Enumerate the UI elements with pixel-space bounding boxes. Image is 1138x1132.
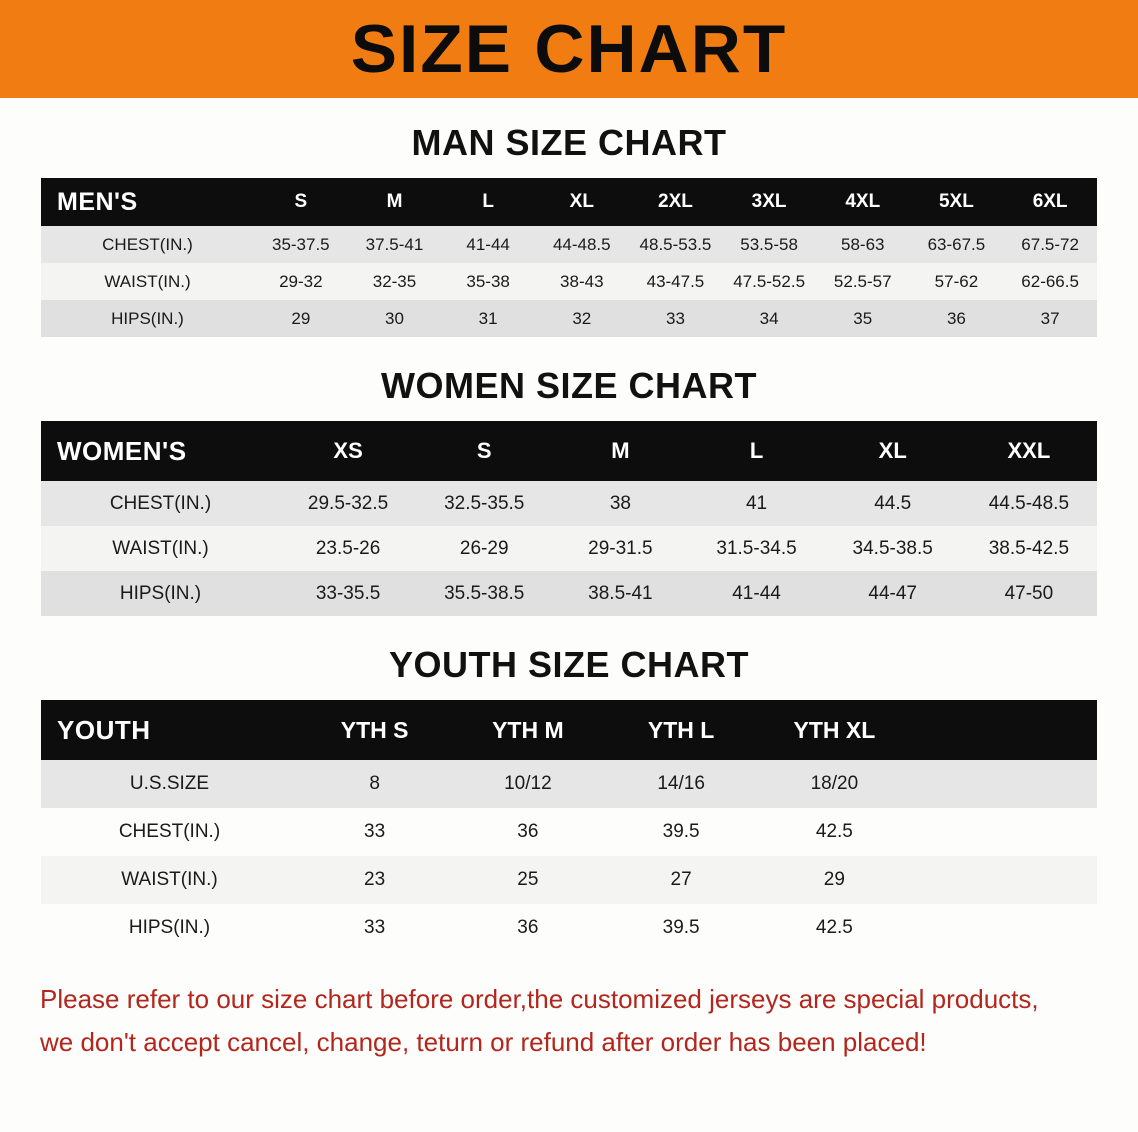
youth-table-head [41,700,1097,760]
man-col-8: 6XL [1003,178,1097,226]
women-size-table-wrap [41,421,1097,616]
youth-col-2: YTH L [605,700,758,760]
disclaimer-line-1: Please refer to our size chart before order,the customized jerseys are special products, [40,984,1039,1014]
youth-cell-1-spacer [911,808,1097,856]
man-cell-1-4: 43-47.5 [646,271,705,291]
man-col-3: XL [535,178,629,226]
youth-corner-label: YOUTH [41,700,298,760]
table-row [41,856,1097,904]
youth-cell-0-3: 18/20 [810,773,859,794]
women-cell-2-5: 47-50 [1004,582,1054,604]
table-row [41,263,1097,300]
women-col-1: S [416,421,552,481]
man-row-label-0: CHEST(IN.) [102,234,193,254]
man-cell-2-4: 33 [665,308,685,328]
women-cell-2-2: 38.5-41 [588,582,653,604]
women-cell-0-2: 38 [609,492,631,514]
table-row [41,808,1097,856]
man-cell-2-0: 29 [291,308,311,328]
man-cell-1-1: 32-35 [372,271,417,291]
women-col-2: M [552,421,688,481]
youth-col-spacer [911,700,1097,760]
women-cell-1-1: 26-29 [459,537,509,559]
man-cell-1-0: 29-32 [279,271,323,291]
women-cell-0-1: 32.5-35.5 [444,492,525,514]
youth-cell-1-2: 39.5 [662,821,700,842]
youth-cell-0-0: 8 [369,773,380,794]
women-cell-1-0: 23.5-26 [315,537,381,559]
youth-col-3: YTH XL [758,700,911,760]
youth-cell-0-2: 14/16 [657,773,705,794]
youth-cell-2-2: 27 [670,869,692,890]
man-cell-1-5: 47.5-52.5 [733,271,806,291]
table-row [41,300,1097,337]
man-cell-0-3: 44-48.5 [552,234,611,254]
youth-cell-0-spacer [911,760,1097,808]
man-cell-1-7: 57-62 [934,271,979,291]
youth-cell-2-spacer [911,856,1097,904]
youth-cell-2-0: 23 [364,869,386,890]
page-banner [0,0,1138,98]
disclaimer-note [40,978,1098,1064]
man-cell-2-3: 32 [572,308,592,328]
youth-col-0: YTH S [298,700,451,760]
youth-cell-2-3: 29 [823,869,845,890]
man-corner-label: MEN'S [41,178,254,226]
youth-row-label-3: HIPS(IN.) [128,917,211,938]
women-col-5: XXL [961,421,1097,481]
women-col-0: XS [280,421,416,481]
man-cell-0-8: 67.5-72 [1021,234,1079,254]
man-col-1: M [348,178,442,226]
man-cell-2-7: 36 [946,308,966,328]
women-cell-2-3: 41-44 [732,582,781,604]
women-cell-0-3: 41 [745,492,768,514]
youth-row-label-2: WAIST(IN.) [121,869,218,890]
youth-table-body [41,760,1097,952]
man-row-label-2: HIPS(IN.) [111,308,184,328]
youth-size-table [41,700,1097,952]
man-size-table [41,178,1097,337]
women-row-label-1: WAIST(IN.) [112,537,209,559]
table-row [41,571,1097,616]
man-col-2: L [441,178,535,226]
women-cell-1-4: 34.5-38.5 [852,537,933,559]
man-cell-1-2: 35-38 [466,271,510,291]
women-cell-1-2: 29-31.5 [588,537,653,559]
women-cell-1-5: 38.5-42.5 [988,537,1070,559]
women-cell-2-0: 33-35.5 [315,582,381,604]
man-cell-2-6: 35 [853,308,873,328]
man-cell-0-0: 35-37.5 [271,234,330,254]
youth-cell-3-spacer [911,904,1097,952]
disclaimer-line-2: we don't accept cancel, change, teturn or refund after order has been placed! [40,1026,927,1057]
women-corner-label: WOMEN'S [41,421,280,481]
man-cell-1-6: 52.5-57 [833,271,892,291]
man-cell-1-3: 38-43 [560,271,604,291]
youth-cell-0-1: 10/12 [504,773,552,794]
youth-cell-3-0: 33 [364,917,386,938]
man-col-0: S [254,178,348,226]
women-table-body [41,481,1097,616]
man-cell-2-1: 30 [385,308,404,328]
women-table-head [41,421,1097,481]
table-header-row [41,700,1097,760]
youth-cell-1-3: 42.5 [815,821,853,842]
women-cell-0-0: 29.5-32.5 [307,492,389,514]
man-table-head [41,178,1097,226]
man-col-4: 2XL [629,178,723,226]
youth-cell-3-2: 39.5 [662,917,700,938]
man-cell-0-4: 48.5-53.5 [639,234,712,254]
youth-cell-3-3: 42.5 [815,917,853,938]
youth-row-label-0: U.S.SIZE [129,773,210,794]
man-cell-0-6: 58-63 [841,234,885,254]
women-size-table [41,421,1097,616]
table-header-row [41,178,1097,226]
women-cell-2-1: 35.5-38.5 [444,582,525,604]
man-cell-1-8: 62-66.5 [1021,271,1079,291]
man-table-body [41,226,1097,337]
man-cell-0-1: 37.5-41 [365,234,424,254]
women-row-label-0: CHEST(IN.) [109,492,212,514]
table-header-row [41,421,1097,481]
table-row [41,526,1097,571]
youth-cell-2-1: 25 [517,869,539,890]
man-col-5: 3XL [722,178,816,226]
women-cell-0-4: 44.5 [874,492,912,514]
women-cell-1-3: 31.5-34.5 [716,537,797,559]
table-row [41,760,1097,808]
table-row [41,226,1097,263]
youth-row-label-1: CHEST(IN.) [118,821,221,842]
women-cell-2-4: 44-47 [868,582,917,604]
youth-section-heading: YOUTH SIZE CHART [388,644,749,685]
women-row-label-2: HIPS(IN.) [119,582,202,604]
man-col-6: 4XL [816,178,910,226]
youth-cell-1-0: 33 [364,821,386,842]
women-col-4: XL [825,421,961,481]
man-cell-0-7: 63-67.5 [927,234,986,254]
man-size-table-wrap [41,178,1097,337]
man-row-label-1: WAIST(IN.) [104,271,191,291]
youth-col-1: YTH M [451,700,604,760]
page-title: SIZE CHART [350,11,788,87]
man-cell-2-2: 31 [478,308,498,328]
youth-cell-1-1: 36 [517,821,539,842]
man-cell-0-2: 41-44 [466,234,510,254]
man-col-7: 5XL [910,178,1004,226]
man-cell-0-5: 53.5-58 [740,234,798,254]
youth-cell-3-1: 36 [517,917,539,938]
man-cell-2-8: 37 [1040,308,1060,328]
table-row [41,904,1097,952]
man-section-heading: MAN SIZE CHART [411,122,727,163]
women-section-heading: WOMEN SIZE CHART [381,365,757,406]
table-row [41,481,1097,526]
youth-size-table-wrap [41,700,1097,952]
women-col-3: L [688,421,824,481]
women-cell-0-5: 44.5-48.5 [988,492,1070,514]
man-cell-2-5: 34 [759,308,779,328]
